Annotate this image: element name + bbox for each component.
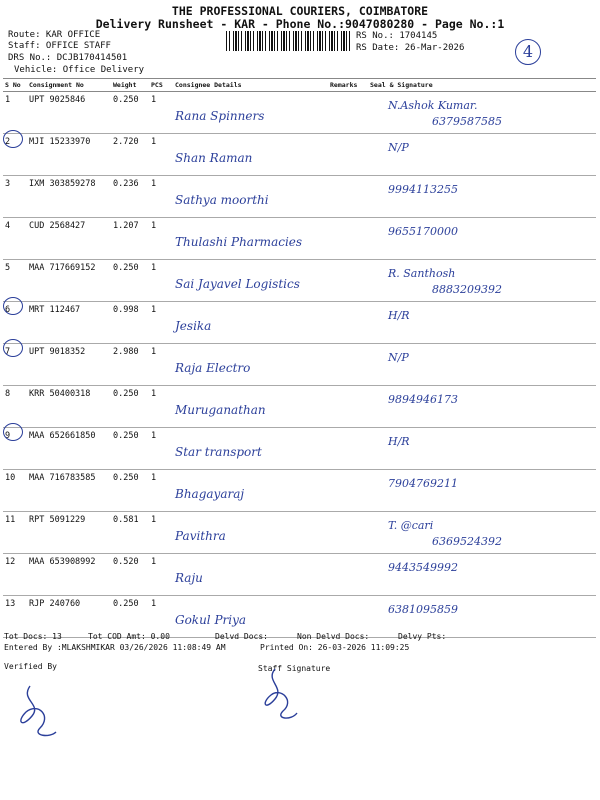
seal-cell — [368, 554, 596, 596]
staff-signature — [255, 665, 305, 725]
consignee-handwriting: Muruganathan — [175, 403, 266, 417]
consignee-cell — [173, 260, 328, 302]
col-consignee: Consignee Details — [173, 79, 328, 92]
sno-cell: 6 — [3, 302, 27, 344]
delvy-pts: Delvy Pts: — [398, 632, 447, 641]
weight-cell: 0.236 — [111, 176, 149, 218]
route-label: Route: KAR OFFICE — [8, 30, 101, 40]
signature-line-1: 9655170000 — [388, 225, 458, 238]
barcode-bar — [245, 31, 246, 51]
pcs-cell: 1 — [149, 302, 173, 344]
signature-line-1: 7904769211 — [388, 477, 458, 490]
consignee-cell — [173, 512, 328, 554]
remarks-cell — [328, 428, 368, 470]
consignment-cell: UPT 9025846 — [27, 92, 111, 134]
remarks-cell — [328, 218, 368, 260]
company-title: THE PROFESSIONAL COURIERS, COIMBATORE — [171, 4, 429, 18]
consignment-cell: RPT 5091229 — [27, 512, 111, 554]
pcs-cell: 1 — [149, 386, 173, 428]
staff-signature-label: Staff Signature — [258, 664, 331, 673]
barcode-bar — [305, 31, 306, 51]
seal-cell — [368, 302, 596, 344]
seal-cell — [368, 470, 596, 512]
tot-docs: Tot Docs: 13 — [4, 632, 62, 641]
weight-cell: 0.520 — [111, 554, 149, 596]
weight-cell: 0.998 — [111, 302, 149, 344]
consignee-handwriting: Sai Jayavel Logistics — [175, 277, 300, 291]
consignment-cell: MJI 15233970 — [27, 134, 111, 176]
weight-cell: 0.250 — [111, 92, 149, 134]
barcode-bar — [331, 31, 333, 51]
barcode-bar — [313, 31, 314, 51]
signature-line-1: 9994113255 — [388, 183, 458, 196]
sno-cell: 9 — [3, 428, 27, 470]
barcode-bar — [337, 31, 338, 51]
seal-cell — [368, 428, 596, 470]
table-row — [3, 302, 596, 344]
table-row — [3, 344, 596, 386]
pcs-cell: 1 — [149, 92, 173, 134]
consignment-cell: MAA 716783585 — [27, 470, 111, 512]
printed-on: Printed On: 26-03-2026 11:09:25 — [260, 643, 410, 652]
sno-cell: 8 — [3, 386, 27, 428]
staff-label: Staff: OFFICE STAFF — [8, 41, 111, 51]
col-pcs: PCS — [149, 79, 173, 92]
verified-by-label: Verified By — [4, 662, 57, 671]
consignee-cell — [173, 302, 328, 344]
weight-cell: 0.250 — [111, 386, 149, 428]
table-header — [3, 79, 596, 92]
col-remarks: Remarks — [328, 79, 368, 92]
weight-cell: 0.250 — [111, 260, 149, 302]
pcs-cell: 1 — [149, 218, 173, 260]
barcode-bar — [281, 31, 282, 51]
weight-cell: 2.980 — [111, 344, 149, 386]
barcode-bar — [329, 31, 330, 51]
pcs-cell: 1 — [149, 134, 173, 176]
consignee-handwriting: Sathya moorthi — [175, 193, 269, 207]
consignment-cell: UPT 9018352 — [27, 344, 111, 386]
barcode-bar — [229, 31, 230, 51]
sno-circle — [3, 423, 23, 441]
signature-line-1: 6381095859 — [388, 603, 458, 616]
weight-cell: 1.207 — [111, 218, 149, 260]
consignee-cell — [173, 218, 328, 260]
sno-circle — [3, 339, 23, 357]
signature-line-2: 6379587585 — [432, 115, 502, 128]
signature-line-2: 8883209392 — [432, 283, 502, 296]
barcode-bar — [235, 31, 237, 51]
barcode-bar — [298, 31, 299, 51]
col-seal: Seal & Signature — [368, 79, 596, 92]
tot-cod: Tot COD Amt: 0.00 — [88, 632, 170, 641]
barcode-bar — [226, 31, 227, 51]
signature-line-1: N.Ashok Kumar. — [388, 99, 478, 112]
pcs-cell: 1 — [149, 512, 173, 554]
page-mark: 4 — [522, 42, 534, 61]
remarks-cell — [328, 260, 368, 302]
table-row — [3, 134, 596, 176]
signature-line-1: 9443549992 — [388, 561, 458, 574]
table-row — [3, 260, 596, 302]
signature-line-1: T. @cari — [388, 519, 434, 532]
signature-line-2: 6369524392 — [432, 535, 502, 548]
table-row — [3, 428, 596, 470]
weight-cell: 2.720 — [111, 134, 149, 176]
sno-cell: 12 — [3, 554, 27, 596]
consignee-handwriting: Shan Raman — [175, 151, 253, 165]
barcode-bar — [286, 31, 287, 51]
weight-cell: 0.250 — [111, 596, 149, 638]
verifier-signature — [12, 682, 62, 742]
sno-circle — [3, 130, 23, 148]
barcode-bar — [346, 31, 347, 51]
barcode-bar — [253, 31, 254, 51]
barcode-bar — [310, 31, 311, 51]
drs-label: DRS No.: DCJB170414501 — [8, 53, 128, 63]
barcode-bar — [341, 31, 342, 51]
vehicle-label: Vehicle: Office Delivery — [14, 65, 145, 75]
consignment-cell: KRR 50400318 — [27, 386, 111, 428]
consignee-handwriting: Raju — [175, 571, 203, 585]
pcs-cell: 1 — [149, 344, 173, 386]
pcs-cell: 1 — [149, 428, 173, 470]
barcode-bar — [259, 31, 261, 51]
remarks-cell — [328, 512, 368, 554]
rs-number: RS No.: 1704145 — [356, 31, 438, 41]
barcode-bar — [322, 31, 323, 51]
barcode-bar — [349, 31, 350, 51]
barcode-bar — [319, 31, 321, 51]
barcode-bar — [247, 31, 249, 51]
consignee-handwriting: Rana Spinners — [175, 109, 265, 123]
consignee-cell — [173, 92, 328, 134]
barcode-bar — [325, 31, 326, 51]
consignment-cell: MRT 112467 — [27, 302, 111, 344]
barcode-bar — [295, 31, 297, 51]
delvd-docs: Delvd Docs: — [215, 632, 268, 641]
consignee-cell — [173, 176, 328, 218]
consignee-handwriting: Bhagayaraj — [175, 487, 245, 501]
barcode-bar — [233, 31, 234, 51]
pcs-cell: 1 — [149, 470, 173, 512]
barcode-bar — [262, 31, 263, 51]
remarks-cell — [328, 302, 368, 344]
non-delvd-docs: Non Delvd Docs: — [297, 632, 370, 641]
seal-cell — [368, 512, 596, 554]
barcode-bar — [238, 31, 239, 51]
remarks-cell — [328, 176, 368, 218]
table-row — [3, 470, 596, 512]
seal-cell — [368, 344, 596, 386]
barcode-bar — [271, 31, 273, 51]
barcode — [226, 31, 350, 51]
barcode-bar — [274, 31, 275, 51]
seal-cell — [368, 260, 596, 302]
signature-line-1: R. Santhosh — [388, 267, 456, 280]
sno-cell: 7 — [3, 344, 27, 386]
table-row — [3, 176, 596, 218]
sno-cell: 13 — [3, 596, 27, 638]
sno-cell: 4 — [3, 218, 27, 260]
seal-cell — [368, 386, 596, 428]
sno-cell: 3 — [3, 176, 27, 218]
remarks-cell — [328, 554, 368, 596]
pcs-cell: 1 — [149, 596, 173, 638]
consignee-handwriting: Thulashi Pharmacies — [175, 235, 303, 249]
consignment-cell: MAA 717669152 — [27, 260, 111, 302]
barcode-bar — [307, 31, 309, 51]
table-row — [3, 554, 596, 596]
table-row — [3, 386, 596, 428]
signature-line-1: 9894946173 — [388, 393, 458, 406]
remarks-cell — [328, 92, 368, 134]
consignment-cell: MAA 652661850 — [27, 428, 111, 470]
barcode-bar — [293, 31, 294, 51]
remarks-cell — [328, 470, 368, 512]
sno-cell: 1 — [3, 92, 27, 134]
weight-cell: 0.250 — [111, 428, 149, 470]
seal-cell — [368, 134, 596, 176]
barcode-bar — [317, 31, 318, 51]
sno-cell: 10 — [3, 470, 27, 512]
barcode-bar — [265, 31, 266, 51]
seal-cell — [368, 218, 596, 260]
consignee-handwriting: Jesika — [175, 319, 212, 333]
consignee-cell — [173, 554, 328, 596]
runsheet-subtitle: Delivery Runsheet - KAR - Phone No.:9047080280 - Page No.:1 — [95, 17, 505, 31]
barcode-bar — [301, 31, 302, 51]
rs-date: RS Date: 26-Mar-2026 — [356, 43, 465, 53]
pcs-cell: 1 — [149, 554, 173, 596]
barcode-bar — [269, 31, 270, 51]
table-row — [3, 92, 596, 134]
consignment-cell: MAA 653908992 — [27, 554, 111, 596]
consignment-cell: CUD 2568427 — [27, 218, 111, 260]
remarks-cell — [328, 386, 368, 428]
barcode-bar — [250, 31, 251, 51]
entered-by: Entered By :MLAKSHMIKAR 03/26/2026 11:08:49 AM — [4, 643, 226, 652]
consignee-cell — [173, 134, 328, 176]
remarks-cell — [328, 344, 368, 386]
signature-line-1: N/P — [388, 351, 409, 364]
consignee-cell — [173, 470, 328, 512]
barcode-bar — [289, 31, 290, 51]
consignee-handwriting: Star transport — [175, 445, 262, 459]
seal-cell — [368, 176, 596, 218]
consignment-cell: IXM 303859278 — [27, 176, 111, 218]
table-row — [3, 512, 596, 554]
signature-line-1: H/R — [388, 309, 410, 322]
consignee-handwriting: Raja Electro — [175, 361, 251, 375]
consignee-cell — [173, 428, 328, 470]
page-mark-circle — [515, 39, 541, 65]
consignee-handwriting: Pavithra — [175, 529, 226, 543]
consignee-handwriting: Gokul Priya — [175, 613, 247, 627]
consignment-cell: RJP 240760 — [27, 596, 111, 638]
col-sno: S No — [3, 79, 27, 92]
weight-cell: 0.581 — [111, 512, 149, 554]
weight-cell: 0.250 — [111, 470, 149, 512]
consignee-cell — [173, 344, 328, 386]
sno-circle — [3, 297, 23, 315]
seal-cell — [368, 92, 596, 134]
pcs-cell: 1 — [149, 260, 173, 302]
barcode-bar — [343, 31, 345, 51]
sno-cell: 5 — [3, 260, 27, 302]
sno-cell: 2 — [3, 134, 27, 176]
sno-cell: 11 — [3, 512, 27, 554]
barcode-bar — [283, 31, 285, 51]
runsheet-table — [3, 78, 596, 638]
remarks-cell — [328, 134, 368, 176]
barcode-bar — [257, 31, 258, 51]
barcode-bar — [334, 31, 335, 51]
barcode-bar — [277, 31, 278, 51]
signature-line-1: N/P — [388, 141, 409, 154]
col-weight: Weight — [111, 79, 149, 92]
col-consignment: Consignment No — [27, 79, 111, 92]
consignee-cell — [173, 386, 328, 428]
signature-line-1: H/R — [388, 435, 410, 448]
table-row — [3, 218, 596, 260]
barcode-bar — [241, 31, 242, 51]
pcs-cell: 1 — [149, 176, 173, 218]
